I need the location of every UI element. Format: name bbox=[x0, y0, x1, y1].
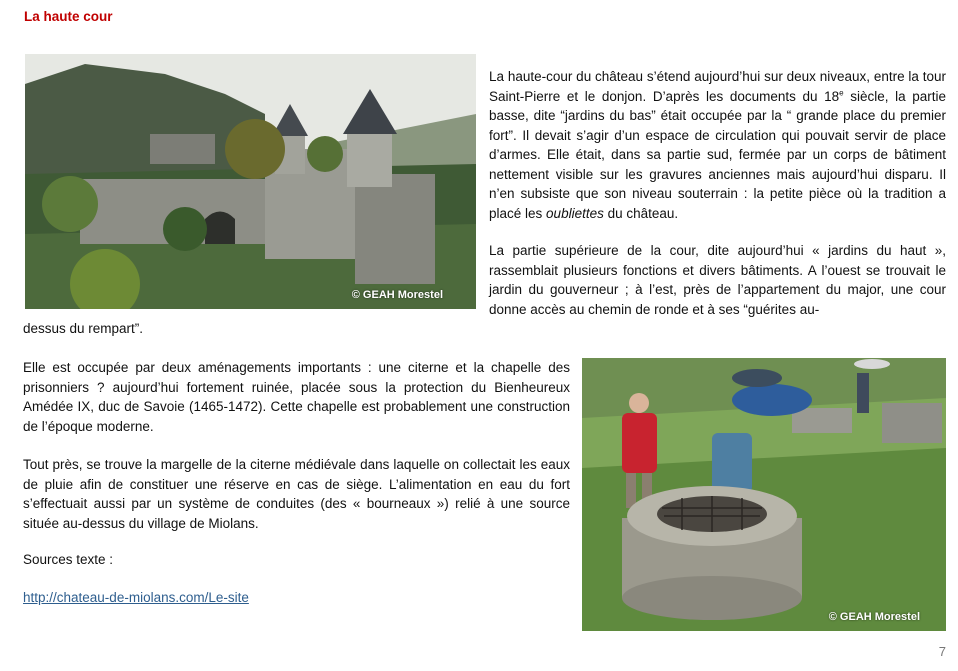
source-link[interactable]: http://chateau-de-miolans.com/Le-site bbox=[23, 590, 249, 605]
page-number: 7 bbox=[938, 644, 946, 659]
cistern-photo bbox=[582, 358, 946, 631]
photo-credit: © GEAH Morestel bbox=[828, 611, 920, 623]
photo-credit: © GEAH Morestel bbox=[351, 289, 443, 301]
paragraph-2: La partie supérieure de la cour, dite aujourd’hui « jardins du haut », rassemblait plusieurs fonctions et divers bâtiments. A l’ouest se trouvait le jardin du gouverneur ; à l’est, près de l’appartement du major, une cour donne accès au chemin de ronde et à ses “guérites au- bbox=[489, 243, 946, 317]
section-title: La haute cour bbox=[24, 9, 113, 24]
paragraph-3: Elle est occupée par deux aménagements importants : une citerne et la chapelle des prisonniers ? aujourd’hui fortement ruinée, placée sous la protection du Bienheureux Amédée IX, duc de Savoie (1465-1472). Cette chapelle est probablement une construction de l’époque moderne. bbox=[23, 360, 570, 434]
paragraph-1: La haute-cour du château s’étend aujourd’hui sur deux niveaux, entre la tour Saint-Pierre et le donjon. D’après les documents du 18e siècle, la partie basse, dite “jardins du bas” était occupée par la “ grande place du premier fort”. Il devait s’agir d’un espace de circulation qui pouvait servir de place d’armes. Elle était, dans sa partie sud, fermée par un corps de bâtiment nettement visible sur les gravures anciennes mais aujourd’hui disparu. Il n’en subsiste que son niveau souterrain : la petite pièce où la tradition a placé les oubliettes du château. bbox=[489, 69, 946, 221]
sources-label: Sources texte : bbox=[23, 552, 114, 567]
paragraph-2-tail: dessus du rempart”. bbox=[23, 321, 144, 336]
castle-photo bbox=[25, 54, 476, 309]
paragraph-4: Tout près, se trouve la margelle de la citerne médiévale dans laquelle on collectait les eaux de pluie afin de constituer une réserve en cas de siège. L’alimentation en eau du fort s’effectuait aussi par un système de conduites (des « bourneaux ») relié à une source située au-dessus du village de Miolans. bbox=[23, 457, 570, 531]
